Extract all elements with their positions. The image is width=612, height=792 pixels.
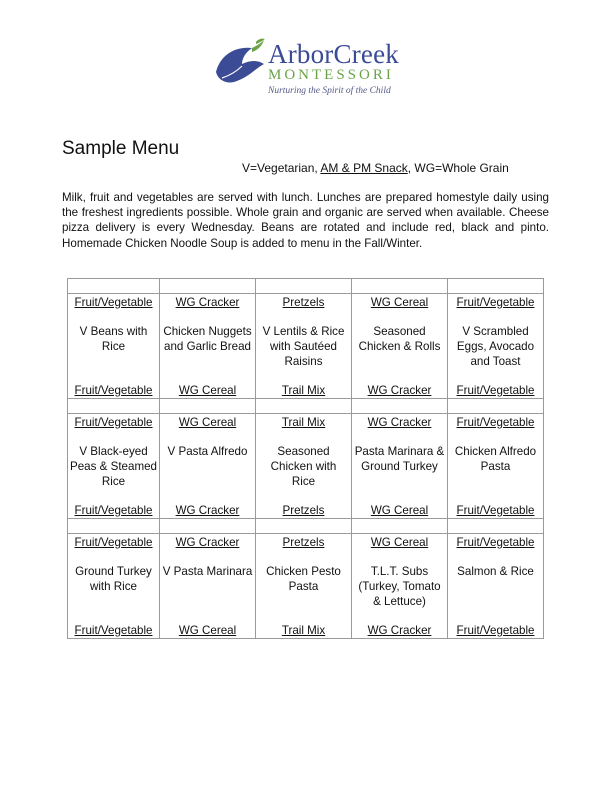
bird-icon <box>212 38 268 90</box>
menu-table <box>67 278 544 639</box>
pm-snack: Fruit/Vegetable <box>456 504 535 517</box>
lunch-item: V Scrambled Eggs, Avocado and Toast <box>456 325 535 368</box>
page-title: Sample Menu <box>62 138 180 159</box>
week-spacer-row <box>68 399 544 414</box>
pm-snack: WG Cereal <box>178 624 237 637</box>
day-cell <box>448 534 544 639</box>
logo-school: MONTESSORI <box>268 67 394 83</box>
spacer-cell <box>448 519 544 534</box>
day-cell <box>160 294 256 399</box>
am-snack: WG Cracker <box>175 296 240 309</box>
day-cell <box>448 294 544 399</box>
lunch-item: Seasoned Chicken & Rolls <box>358 325 441 353</box>
logo-tagline: Nurturing the Spirit of the Child <box>268 86 391 96</box>
spacer-cell <box>352 279 448 294</box>
pm-snack: Pretzels <box>282 504 325 517</box>
pm-snack: WG Cereal <box>370 504 429 517</box>
spacer-cell <box>256 279 352 294</box>
week-spacer-row <box>68 279 544 294</box>
am-snack: Fruit/Vegetable <box>456 296 535 309</box>
pm-snack: Fruit/Vegetable <box>74 504 153 517</box>
day-cell <box>160 534 256 639</box>
am-snack: Pretzels <box>282 296 325 309</box>
spacer-cell <box>256 519 352 534</box>
school-logo <box>212 38 422 102</box>
day-cell <box>352 294 448 399</box>
spacer-cell <box>448 399 544 414</box>
day-cell <box>352 534 448 639</box>
spacer-cell <box>160 519 256 534</box>
am-snack: Fruit/Vegetable <box>456 416 535 429</box>
lunch-item: T.L.T. Subs (Turkey, Tomato & Lettuce) <box>358 565 441 608</box>
pm-snack: Fruit/Vegetable <box>74 624 153 637</box>
lunch-item: Ground Turkey with Rice <box>75 565 152 593</box>
week-row <box>68 534 544 639</box>
am-snack: Fruit/Vegetable <box>74 536 153 549</box>
pm-snack: Fruit/Vegetable <box>456 384 535 397</box>
pm-snack: WG Cereal <box>178 384 237 397</box>
legend-whole-grain: , WG=Whole Grain <box>407 161 509 175</box>
am-snack: WG Cracker <box>367 416 432 429</box>
legend-snack: AM & PM Snack <box>320 161 408 175</box>
menu-legend <box>242 161 509 175</box>
spacer-cell <box>448 279 544 294</box>
day-cell <box>68 534 160 639</box>
am-snack: WG Cereal <box>178 416 237 429</box>
pm-snack: Trail Mix <box>281 384 326 397</box>
spacer-cell <box>352 519 448 534</box>
spacer-cell <box>160 279 256 294</box>
day-cell <box>160 414 256 519</box>
day-cell <box>68 414 160 519</box>
am-snack: WG Cracker <box>175 536 240 549</box>
intro-paragraph: Milk, fruit and vegetables are served with lunch. Lunches are prepared homestyle daily using the freshest ingredients possible. Whole grain and organic are served when available. Cheese pizza delivery is every Wednesday. Beans are rotated and include red, black and pinto. Homemade Chicken Noodle Soup is added to menu in the Fall/Winter. <box>62 191 549 250</box>
day-cell <box>352 414 448 519</box>
pm-snack: WG Cracker <box>367 624 432 637</box>
legend-vegetarian: V=Vegetarian, <box>242 161 318 175</box>
pm-snack: Fruit/Vegetable <box>74 384 153 397</box>
lunch-item: Chicken Nuggets and Garlic Bread <box>163 325 252 353</box>
lunch-item: V Beans with Rice <box>79 325 148 353</box>
spacer-cell <box>68 279 160 294</box>
am-snack: WG Cereal <box>370 536 429 549</box>
lunch-item: V Pasta Alfredo <box>167 445 248 458</box>
day-cell <box>256 294 352 399</box>
am-snack: Fruit/Vegetable <box>74 296 153 309</box>
pm-snack: WG Cracker <box>175 504 240 517</box>
am-snack: Trail Mix <box>281 416 326 429</box>
am-snack: WG Cereal <box>370 296 429 309</box>
week-row <box>68 414 544 519</box>
am-snack: Pretzels <box>282 536 325 549</box>
day-cell <box>256 414 352 519</box>
spacer-cell <box>68 519 160 534</box>
lunch-item: V Black-eyed Peas & Steamed Rice <box>70 445 158 488</box>
week-row <box>68 294 544 399</box>
spacer-cell <box>68 399 160 414</box>
lunch-item: Chicken Pesto Pasta <box>266 565 341 593</box>
lunch-item: V Lentils & Rice with Sautéed Raisins <box>262 325 345 368</box>
lunch-item: Salmon & Rice <box>457 565 534 578</box>
week-spacer-row <box>68 519 544 534</box>
pm-snack: Trail Mix <box>281 624 326 637</box>
lunch-item: Chicken Alfredo Pasta <box>454 445 537 473</box>
day-cell <box>68 294 160 399</box>
am-snack: Fruit/Vegetable <box>456 536 535 549</box>
spacer-cell <box>160 399 256 414</box>
lunch-item: Seasoned Chicken with Rice <box>270 445 337 488</box>
day-cell <box>448 414 544 519</box>
lunch-item: V Pasta Marinara <box>162 565 253 578</box>
day-cell <box>256 534 352 639</box>
pm-snack: WG Cracker <box>367 384 432 397</box>
lunch-item: Pasta Marinara & Ground Turkey <box>354 445 445 473</box>
spacer-cell <box>256 399 352 414</box>
am-snack: Fruit/Vegetable <box>74 416 153 429</box>
pm-snack: Fruit/Vegetable <box>456 624 535 637</box>
spacer-cell <box>352 399 448 414</box>
logo-name: ArborCreek <box>268 39 399 69</box>
